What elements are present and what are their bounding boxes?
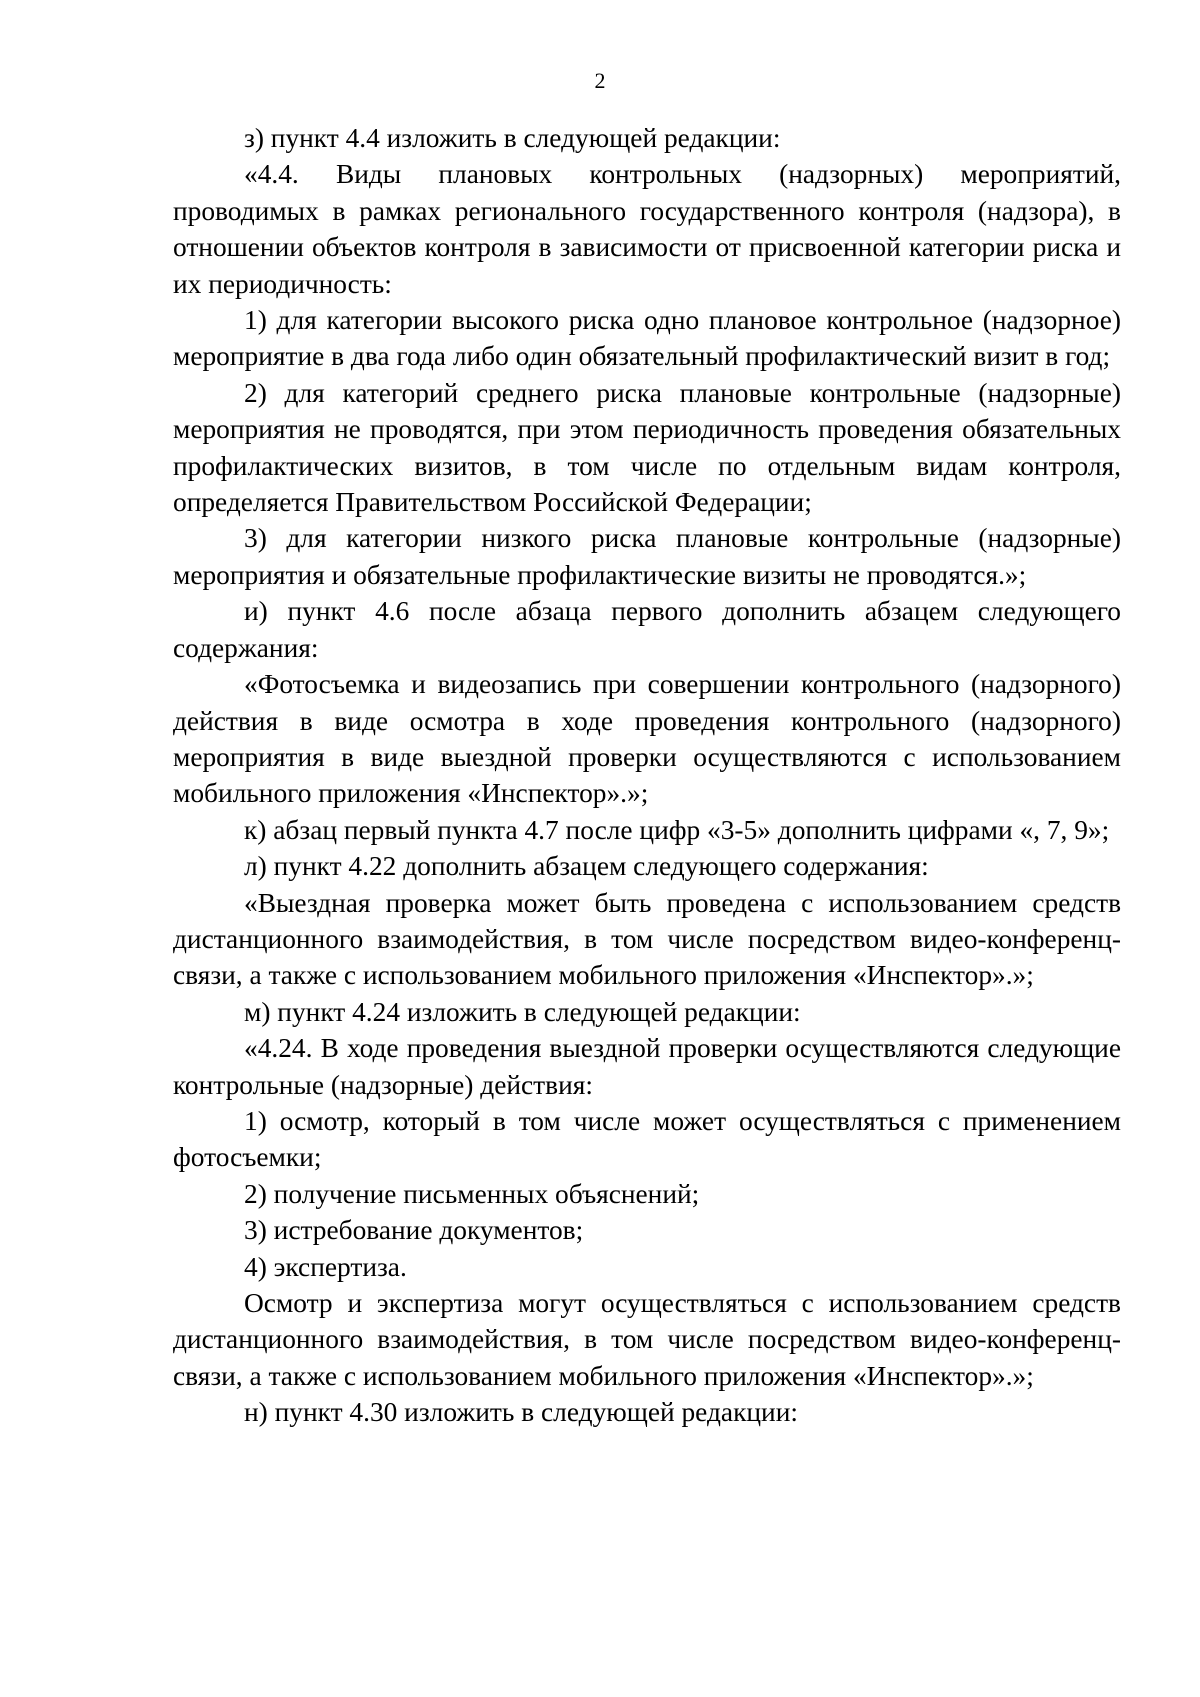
paragraph-low-risk: 3) для категории низкого риска плановые контрольные (надзорные) мероприятия и обязательные профилактические визиты не проводятся.»; bbox=[173, 523, 1121, 590]
page-number: 2 bbox=[594, 68, 606, 93]
paragraph-onsite-inspection: «Выездная проверка может быть проведена с использованием средств дистанционного взаимодействия, в том числе посредством видео-конференц-связи, а также с использованием мобильного приложения «Инспектор».»; bbox=[173, 887, 1121, 991]
paragraph-item-l: л) пункт 4.22 дополнить абзацем следующего содержания: bbox=[244, 851, 929, 882]
document-body bbox=[173, 120, 1121, 1431]
paragraph-clause-4-4: «4.4. Виды плановых контрольных (надзорных) мероприятий, проводимых в рамках регионального государственного контроля (надзора), в отношении объектов контроля в зависимости от присвоенной категории риска и их периодичность: bbox=[173, 159, 1121, 299]
paragraph-medium-risk: 2) для категорий среднего риска плановые контрольные (надзорные) мероприятия не проводятся, при этом периодичность проведения обязательных профилактических визитов, в том числе по отдельным видам контроля, определяется Правительством Российской Федерации; bbox=[173, 377, 1121, 518]
paragraph-item-i: и) пункт 4.6 после абзаца первого дополнить абзацем следующего содержания: bbox=[173, 596, 1121, 663]
paragraph-item-k: к) абзац первый пункта 4.7 после цифр «3-5» дополнить цифрами «, 7, 9»; bbox=[244, 814, 1110, 845]
paragraph-inspection-photo: 1) осмотр, который в том числе может осуществляться с применением фотосъемки; bbox=[173, 1105, 1121, 1173]
paragraph-clause-4-24: «4.24. В ходе проведения выездной проверки осуществляются следующие контрольные (надзорные) действия: bbox=[173, 1033, 1121, 1100]
paragraph-item-n: н) пункт 4.30 изложить в следующей редакции: bbox=[244, 1397, 798, 1428]
paragraph-item-m: м) пункт 4.24 изложить в следующей редакции: bbox=[244, 996, 801, 1027]
paragraph-remote-interaction: Осмотр и экспертиза могут осуществляться с использованием средств дистанционного взаимодействия, в том числе посредством видео-конференц-связи, а также с использованием мобильного приложения «Инспектор».»; bbox=[173, 1288, 1121, 1391]
paragraph-explanations: 2) получение письменных объяснений; bbox=[244, 1178, 700, 1209]
paragraph-expertise: 4) экспертиза. bbox=[244, 1251, 407, 1282]
paragraph-item-z: з) пункт 4.4 изложить в следующей редакции: bbox=[244, 123, 781, 153]
paragraph-photo-video: «Фотосъемка и видеозапись при совершении контрольного (надзорного) действия в виде осмотра в ходе проведения контрольного (надзорного) мероприятия в виде выездной проверки осуществляются с использованием мобильного приложения «Инспектор».»; bbox=[173, 669, 1121, 809]
paragraph-high-risk: 1) для категории высокого риска одно плановое контрольное (надзорное) мероприятие в два года либо один обязательный профилактический визит в год; bbox=[173, 305, 1121, 372]
paragraph-documents: 3) истребование документов; bbox=[244, 1215, 584, 1246]
